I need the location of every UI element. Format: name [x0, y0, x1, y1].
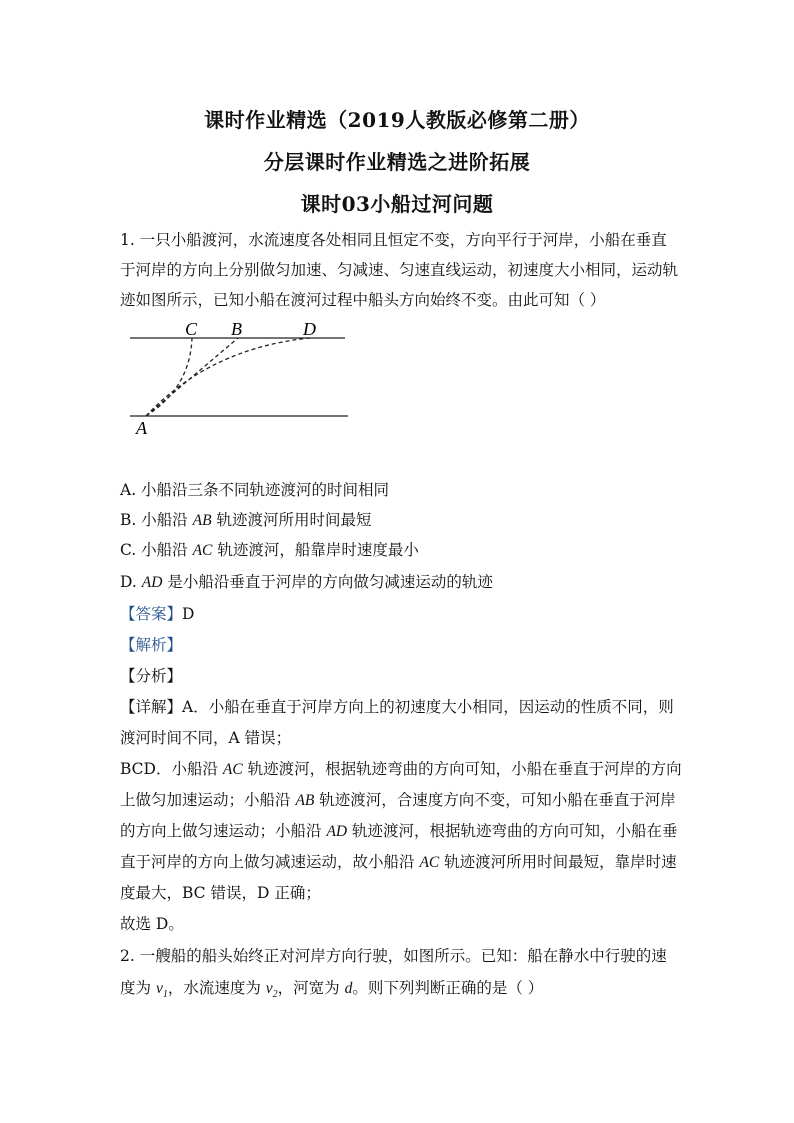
option-b: B. 小船沿 AB 轨迹渡河所用时间最短 — [120, 511, 372, 529]
label-d: D — [303, 319, 316, 339]
option-c: C. 小船沿 AC 轨迹渡河，船靠岸时速度最小 — [120, 541, 419, 559]
label-c: C — [185, 319, 198, 339]
option-d: D. AD 是小船沿垂直于河岸的方向做匀减速运动的轨迹 — [120, 573, 493, 591]
detail-line2: 渡河时间不同，A 错误； — [120, 729, 292, 747]
q1-stem-line2: 于河岸的方向上分别做匀加速、匀减速、匀速直线运动，初速度大小相同，运动轨 — [120, 261, 679, 279]
var-v1: $v_1$ — [155, 980, 168, 1001]
var-d: d — [344, 980, 353, 997]
detail-line5: 的方向上做匀速运动；小船沿 AD 轨迹渡河，根据轨迹弯曲的方向可知，小船在垂 — [120, 822, 678, 840]
doc-title-line1: 课时作业精选（2019人教版必修第二册） — [204, 108, 590, 132]
answer-label: 【答案】 — [120, 605, 183, 623]
q2-stem-line1: 2. 一艘船的船头始终正对河岸方向行驶，如图所示。已知：船在静水中行驶的速 — [120, 947, 667, 965]
trajectory-ab — [146, 338, 238, 416]
doc-title-line2: 分层课时作业精选之进阶拓展 — [263, 150, 531, 174]
detail-line3: BCD．小船沿 AC 轨迹渡河，根据轨迹弯曲的方向可知，小船在垂直于河岸的方向 — [120, 760, 682, 778]
q1-stem-line1: 1. 一只小船渡河，水流速度各处相同且恒定不变，方向平行于河岸，小船在垂直 — [120, 231, 667, 249]
fenxi-label: 【分析】 — [120, 667, 183, 685]
analysis-label: 【解析】 — [120, 636, 183, 654]
q1-figure — [120, 318, 360, 440]
detail-line1: 【详解】A．小船在垂直于河岸方向上的初速度大小相同，因运动的性质不同，则 — [120, 698, 674, 716]
label-a: A — [136, 418, 147, 438]
answer-line — [120, 602, 194, 624]
option-a: A. 小船沿三条不同轨迹渡河的时间相同 — [120, 481, 390, 499]
label-b: B — [231, 319, 242, 339]
detail-label: 【详解】 — [120, 698, 183, 716]
detail-line4: 上做匀加速运动；小船沿 AB 轨迹渡河，合速度方向不变，可知小船在垂直于河岸 — [120, 791, 676, 809]
answer-value: D — [182, 605, 195, 623]
q1-stem-line3: 迹如图所示，已知小船在渡河过程中船头方向始终不变。由此可知（ ） — [120, 291, 606, 309]
trajectory-ad — [146, 338, 310, 416]
detail-line6: 直于河岸的方向上做匀减速运动，故小船沿 AC 轨迹渡河所用时间最短，靠岸时速 — [120, 853, 677, 871]
detail-line8: 故选 D。 — [120, 915, 184, 933]
doc-title-line3: 课时03小船过河问题 — [300, 192, 494, 216]
q2-stem-line2: 度为 $v_1$，水流速度为 $v_2$，河宽为 d。则下列判断正确的是（ ） — [120, 979, 544, 1001]
detail-line7: 度最大，BC 错误，D 正确； — [120, 884, 321, 902]
trajectory-ac — [146, 338, 192, 416]
var-v2: $v_2$ — [265, 980, 278, 1001]
